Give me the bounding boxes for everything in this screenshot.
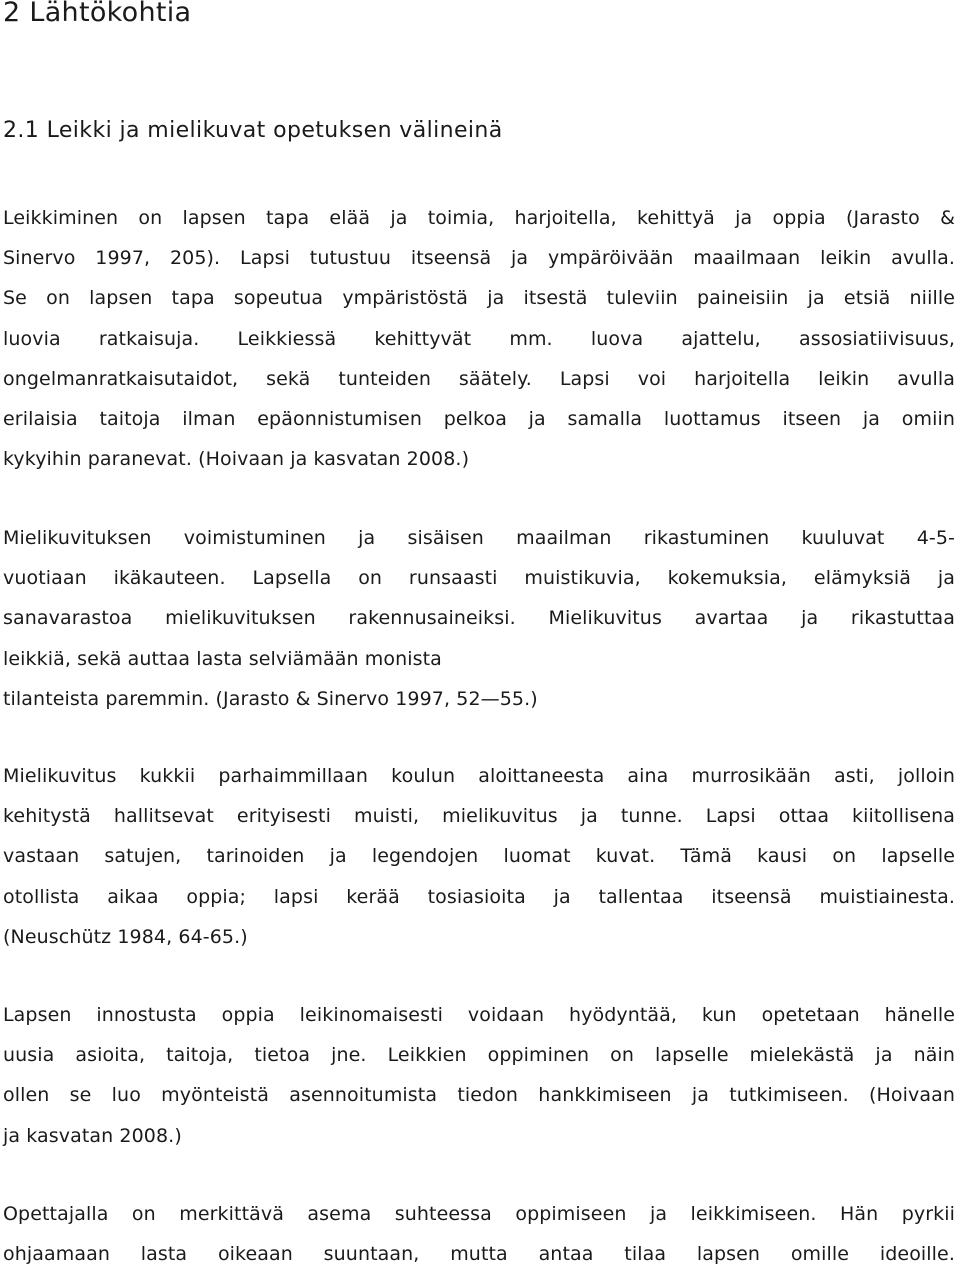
paragraph-line: Mielikuvituksen voimistuminen ja sisäisen maailman rikastuminen kuuluvat 4-5-	[3, 527, 955, 549]
paragraph-line: tilanteista paremmin. (Jarasto & Sinervo 1997, 52—55.)	[3, 687, 538, 710]
paragraph-line: otollista aikaa oppia; lapsi kerää tosiasioita ja tallentaa itseensä muistiainesta.	[3, 885, 955, 908]
chapter-heading: 2 Lähtökohtia	[3, 0, 192, 26]
paragraph-line: Sinervo 1997, 205). Lapsi tutustuu itseensä ja ympäröivään maailmaan leikin avulla.	[3, 247, 955, 270]
paragraph-2	[3, 518, 955, 719]
paragraph-line: ohjaamaan lasta oikeaan suuntaan, mutta antaa tilaa lapsen omille ideoille.	[3, 1243, 955, 1266]
paragraph-line: Opettajalla on merkittävä asema suhteessa oppimiseen ja leikkimiseen. Hän pyrkii	[3, 1203, 955, 1225]
paragraph-line: vastaan satujen, tarinoiden ja legendojen luomat kuvat. Tämä kausi on lapselle	[3, 845, 955, 868]
paragraph-4	[3, 995, 955, 1156]
paragraph-line: Leikkiminen on lapsen tapa elää ja toimia, harjoitella, kehittyä ja oppia (Jarasto &	[3, 207, 955, 229]
paragraph-line: Se on lapsen tapa sopeutua ympäristöstä ja itsestä tuleviin paineisiin ja etsiä niille	[3, 287, 955, 310]
paragraph-line: uusia asioita, taitoja, tietoa jne. Leikkien oppiminen on lapselle mielekästä ja näin	[3, 1044, 955, 1067]
paragraph-line: kehitystä hallitsevat erityisesti muisti, mielikuvitus ja tunne. Lapsi ottaa kiitollisena	[3, 805, 955, 828]
paragraph-line: ja kasvatan 2008.)	[3, 1124, 182, 1147]
paragraph-line: ollen se luo myönteistä asennoitumista tiedon hankkimiseen ja tutkimiseen. (Hoivaan	[3, 1084, 955, 1107]
paragraph-line: luovia ratkaisuja. Leikkiessä kehittyvät mm. luova ajattelu, assosiatiivisuus,	[3, 327, 955, 350]
section-heading: 2.1 Leikki ja mielikuvat opetuksen välineinä	[3, 118, 503, 143]
paragraph-line: ongelmanratkaisutaidot, sekä tunteiden säätely. Lapsi voi harjoitella leikin avulla	[3, 367, 955, 390]
paragraph-line: leikkiä, sekä auttaa lasta selviämään monista	[3, 647, 442, 670]
paragraph-line: erilaisia taitoja ilman epäonnistumisen pelkoa ja samalla luottamus itseen ja omiin	[3, 407, 955, 430]
paragraph-3	[3, 756, 955, 957]
paragraph-line: vuotiaan ikäkauteen. Lapsella on runsaasti muistikuvia, kokemuksia, elämyksiä ja	[3, 567, 955, 590]
paragraph-line: Mielikuvitus kukkii parhaimmillaan koulun aloittaneesta aina murrosikään asti, jolloin	[3, 765, 955, 787]
paragraph-line: sanavarastoa mielikuvituksen rakennusaineiksi. Mielikuvitus avartaa ja rikastuttaa	[3, 607, 955, 630]
paragraph-1	[3, 198, 955, 479]
paragraph-line: (Neuschütz 1984, 64-65.)	[3, 925, 248, 948]
paragraph-line: kykyihin paranevat. (Hoivaan ja kasvatan 2008.)	[3, 448, 470, 471]
paragraph-line: Lapsen innostusta oppia leikinomaisesti voidaan hyödyntää, kun opetetaan hänelle	[3, 1004, 955, 1026]
document-page	[3, 0, 955, 1266]
paragraph-5	[3, 1194, 955, 1274]
